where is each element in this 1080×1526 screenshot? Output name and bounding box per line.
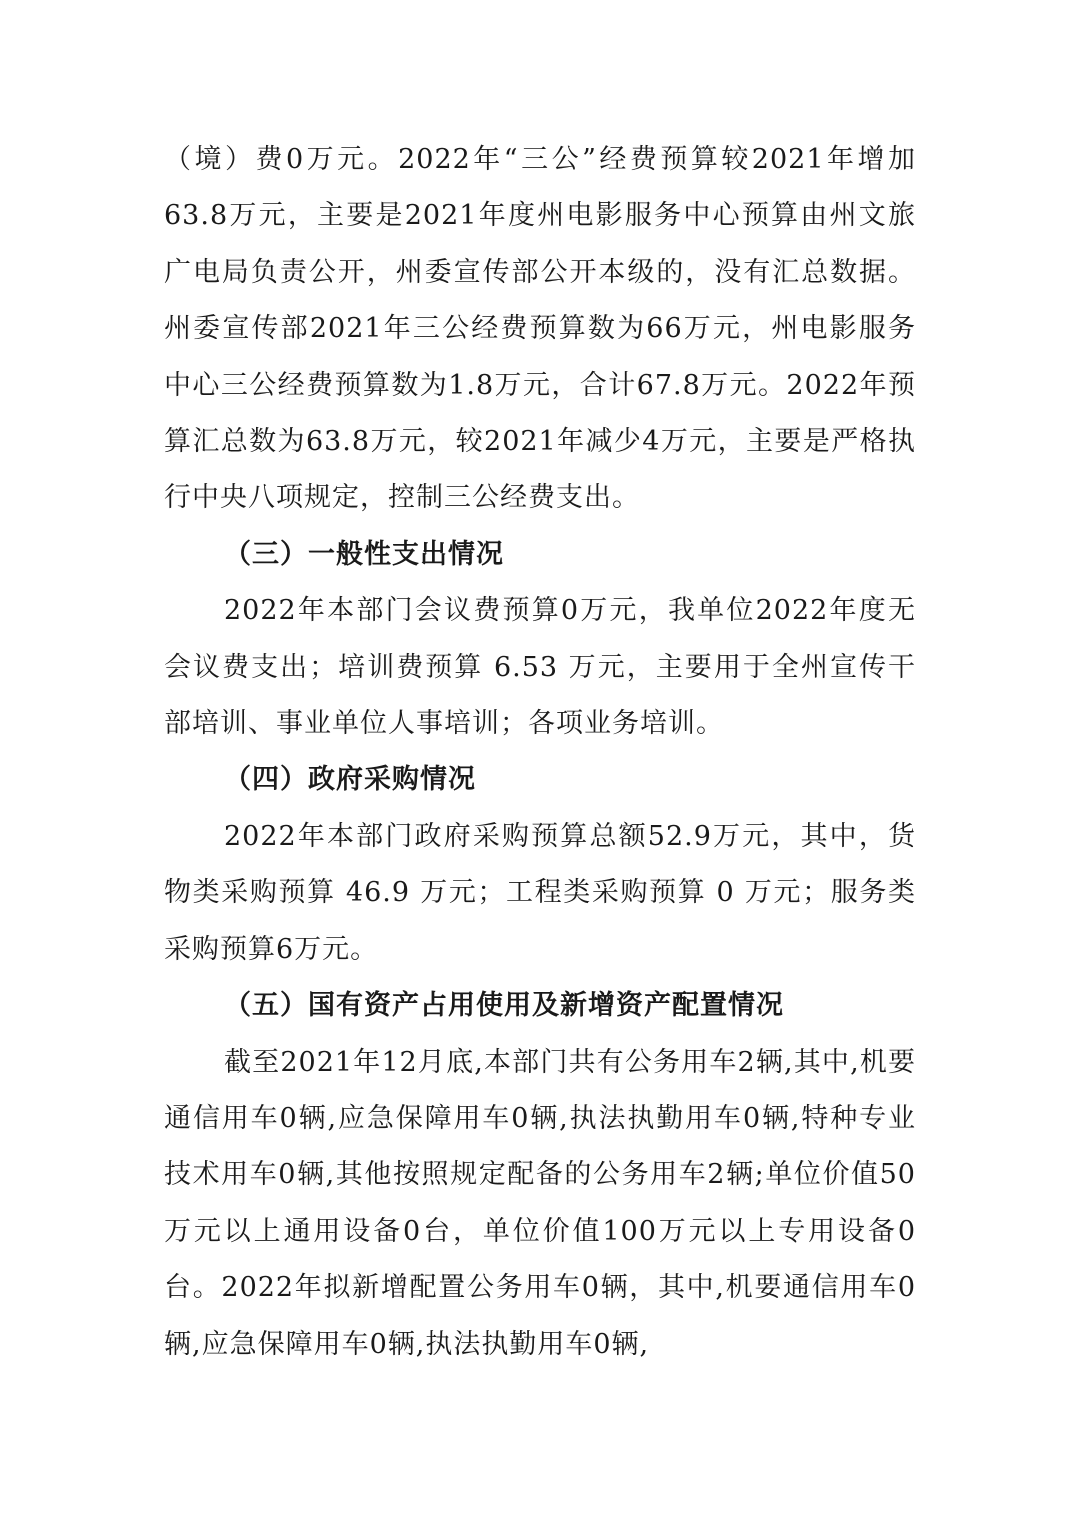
heading-state-assets: （五）国有资产占用使用及新增资产配置情况 bbox=[224, 990, 784, 1022]
heading-general-expenditure: （三）一般性支出情况 bbox=[224, 538, 504, 570]
document-body bbox=[164, 132, 916, 1373]
paragraph-state-assets: 截至2021年12月底,本部门共有公务用车2辆,其中,机要通信用车0辆,应急保障用车0辆,执法执勤用车0辆,特种专业技术用车0辆,其他按照规定配备的公务用车2辆;单位价值50万元以上通用设备0台，单位价值100万元以上专用设备0台。2022年拟新增配置公务用车0辆，其中,机要通信用车0辆,应急保障用车0辆,执法执勤用车0辆, bbox=[164, 1046, 916, 1360]
paragraph-general-expenditure: 2022年本部门会议费预算0万元，我单位2022年度无会议费支出；培训费预算 6.53 万元，主要用于全州宣传干部培训、事业单位人事培训；各项业务培训。 bbox=[164, 595, 916, 740]
paragraph-government-procurement: 2022年本部门政府采购预算总额52.9万元，其中，货物类采购预算 46.9 万元；工程类采购预算 0 万元；服务类采购预算6万元。 bbox=[164, 820, 916, 965]
heading-government-procurement: （四）政府采购情况 bbox=[224, 764, 476, 796]
paragraph-three-public-funds: （境）费0万元。2022年“三公”经费预算较2021年增加63.8万元，主要是2021年度州电影服务中心预算由州文旅广电局负责公开，州委宣传部公开本级的，没有汇总数据。州委宣传部2021年三公经费预算数为66万元，州电影服务中心三公经费预算数为1.8万元，合计67.8万元。2022年预算汇总数为63.8万元，较2021年减少4万元，主要是严格执行中央八项规定，控制三公经费支出。 bbox=[164, 144, 916, 514]
